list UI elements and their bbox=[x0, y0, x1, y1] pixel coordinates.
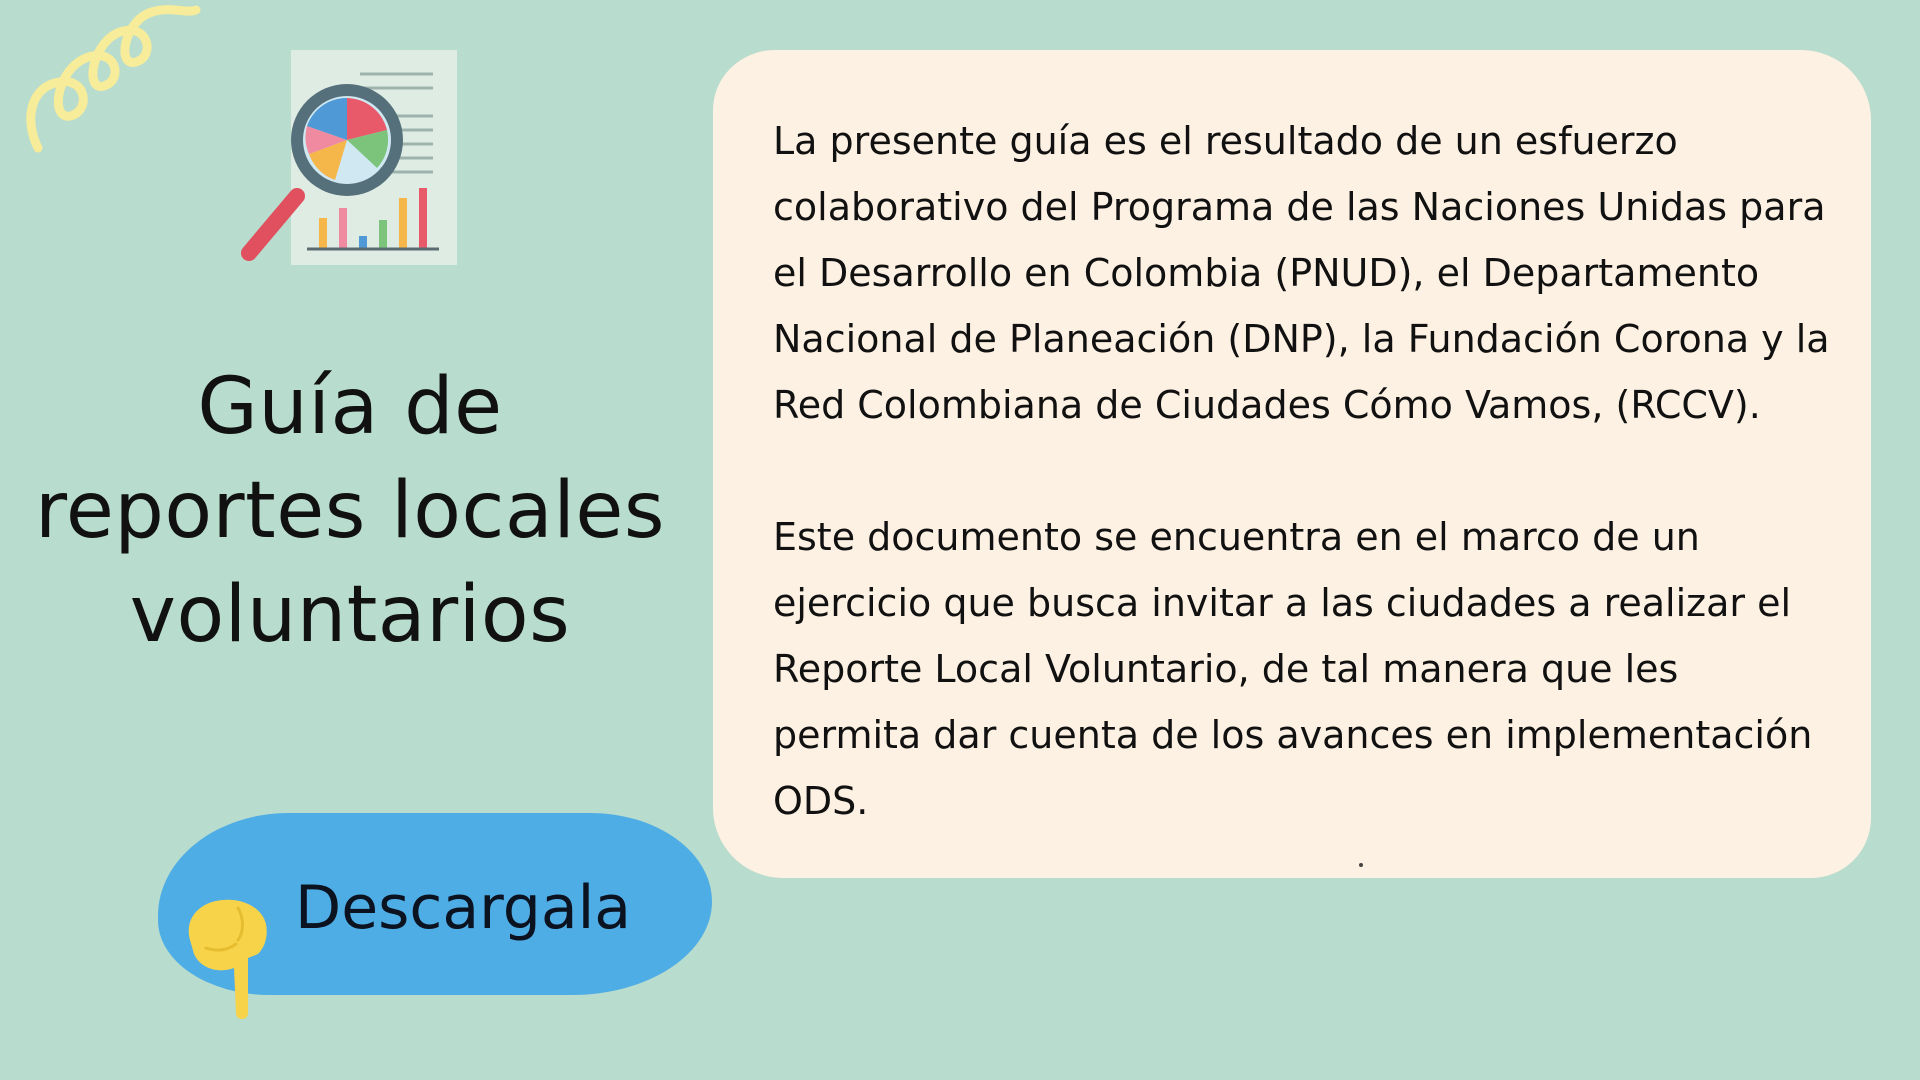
magnifier-report-icon bbox=[235, 48, 465, 268]
download-button-label[interactable]: Descargala bbox=[295, 873, 632, 943]
title-line-2: reportes locales bbox=[34, 466, 666, 556]
info-card-text bbox=[773, 108, 1833, 834]
paragraph-gap bbox=[773, 438, 1833, 504]
paragraph-1-line-4: Nacional de Planeación (DNP), la Fundación Corona y la bbox=[773, 317, 1830, 361]
squiggle-decoration-icon bbox=[20, 0, 210, 160]
paragraph-2-line-5: ODS. bbox=[773, 779, 869, 823]
paragraph-2-line-2: ejercicio que busca invitar a las ciudades a realizar el bbox=[773, 581, 1792, 625]
paragraph-1-line-5: Red Colombiana de Ciudades Cómo Vamos, (RCCV). bbox=[773, 383, 1761, 427]
title-line-1: Guía de bbox=[197, 362, 503, 452]
paragraph-1-line-1: La presente guía es el resultado de un esfuerzo bbox=[773, 119, 1678, 163]
pointing-hand-icon[interactable] bbox=[178, 888, 288, 1023]
paragraph-2-line-3: Reporte Local Voluntario, de tal manera que les bbox=[773, 647, 1679, 691]
title-line-3: voluntarios bbox=[129, 570, 571, 660]
page-title bbox=[30, 355, 670, 667]
paragraph-2-line-4: permita dar cuenta de los avances en implementación bbox=[773, 713, 1813, 757]
paragraph-1-line-2: colaborativo del Programa de las Naciones Unidas para bbox=[773, 185, 1826, 229]
stray-dot bbox=[1359, 863, 1363, 867]
paragraph-1-line-3: el Desarrollo en Colombia (PNUD), el Departamento bbox=[773, 251, 1760, 295]
paragraph-2-line-1: Este documento se encuentra en el marco de un bbox=[773, 515, 1700, 559]
